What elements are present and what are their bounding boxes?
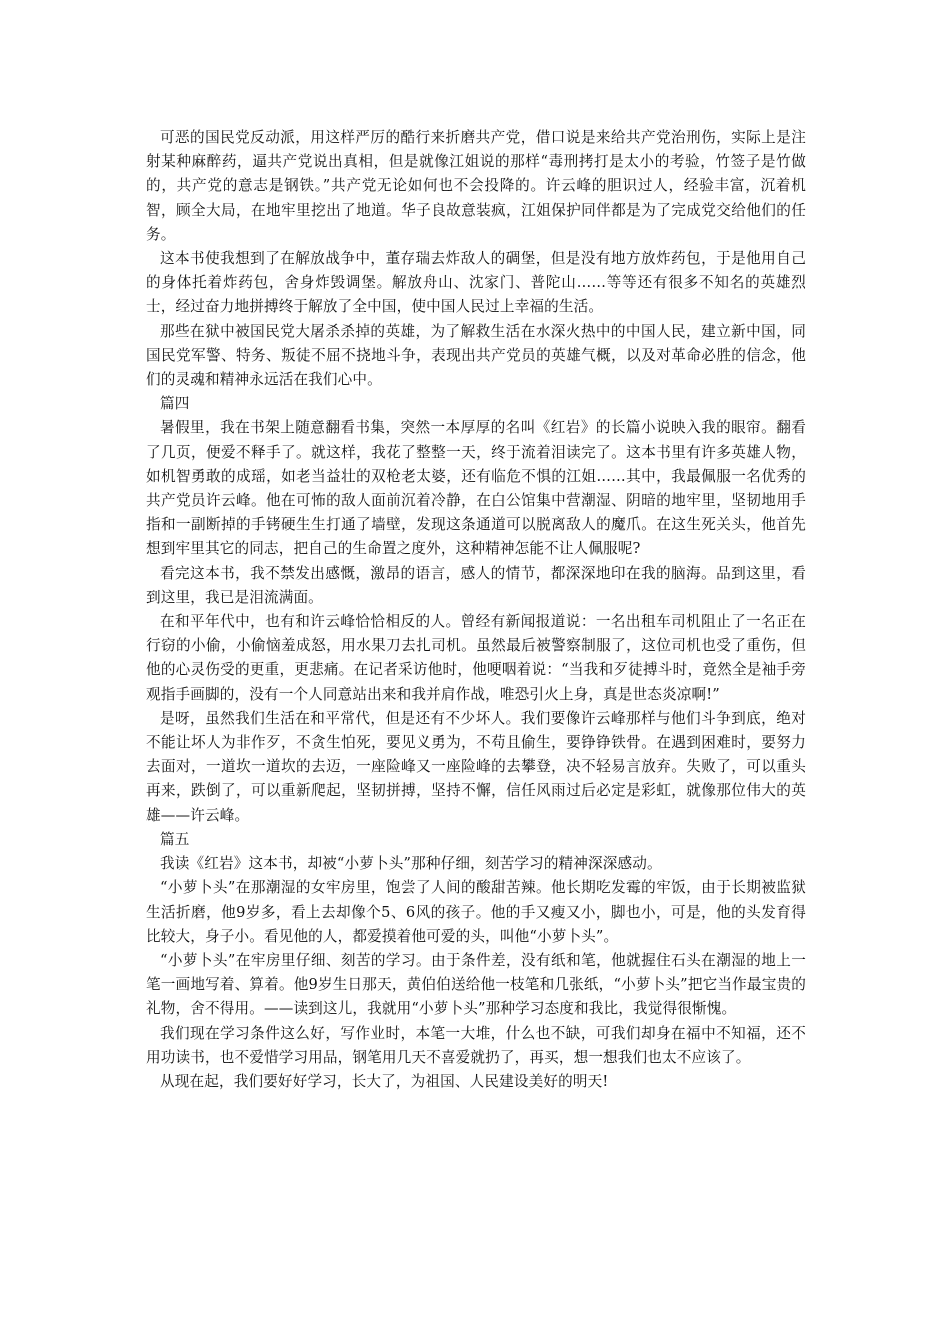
section-heading-5: 篇五 [160, 830, 190, 848]
paragraph-1: 可恶的国民党反动派，用这样严厉的酷行来折磨共产党，借口说是来给共产党治刑伤，实际上是注射某种麻醉药，逼共产党说出真相，但是就像江姐说的那样“毒刑拷打是太小的考验，竹签子是竹做的，共产党的意志是钢铁。”共产党无论如何也不会投降的。许云峰的胆识过人，经验丰富，沉着机智，顾全大局，在地牢里挖出了地道。华子良故意装疯，江姐保护同伴都是为了完成党交给他们的任务。 [146, 129, 806, 243]
paragraph-2: 这本书使我想到了在解放战争中，董存瑞去炸敌人的碉堡，但是没有地方放炸药包，于是他用自己的身体托着炸药包，舍身炸毁调堡。解放舟山、沈家门、普陀山……等等还有很多不知名的英雄烈士，经过奋力地拼搏终于解放了全中国，使中国人民过上幸福的生活。 [146, 250, 806, 316]
section-heading-4: 篇四 [160, 395, 190, 413]
paragraph-8: 我读《红岩》这本书，却被“小萝卜头”那种仔细，刻苦学习的精神深深感动。 [160, 855, 662, 873]
paragraph-6: 在和平年代中，也有和许云峰恰恰相反的人。曾经有新闻报道说：一名出租车司机阻止了一名正在行窃的小偷，小偷恼羞成怒，用水果刀去扎司机。虽然最后被警察制服了，这位司机也受了重伤，但他的心灵伤受的更重，更悲痛。在记者采访他时，他哽咽着说：“当我和歹徒搏斗时，竟然全是袖手旁观指手画脚的，没有一个人同意站出来和我并肩作战，唯恐引火上身，真是世态炎凉啊!” [146, 613, 806, 703]
paragraph-5: 看完这本书，我不禁发出感慨，激昂的语言，感人的情节，都深深地印在我的脑海。品到这里，看到这里，我已是泪流满面。 [146, 564, 806, 606]
paragraph-10: “小萝卜头”在牢房里仔细、刻苦的学习。由于条件差，没有纸和笔，他就握住石头在潮湿的地上一笔一画地写着、算着。他9岁生日那天，黄伯伯送给他一枝笔和几张纸，“小萝卜头”把它当作最宝贵的礼物，舍不得用。——读到这儿，我就用“小萝卜头”那种学习态度和我比，我觉得很惭愧。 [146, 951, 806, 1018]
paragraph-9: “小萝卜头”在那潮湿的女牢房里，饱尝了人间的酸甜苦辣。他长期吃发霉的牢饭，由于长期被监狱生活折磨，他9岁多，看上去却像个5、6风的孩子。他的手又瘦又小，脚也小，可是，他的头发育得比较大，身子小。看见他的人，都爱摸着他可爱的头，叫他“小萝卜头”。 [146, 879, 806, 945]
paragraph-12: 从现在起，我们要好好学习，长大了，为祖国、人民建设美好的明天! [160, 1072, 609, 1090]
paragraph-4: 暑假里，我在书架上随意翻看书集，突然一本厚厚的名叫《红岩》的长篇小说映入我的眼帘。翻看了几页，便爱不释手了。就这样，我花了整整一天，终于流着泪读完了。这本书里有许多英雄人物，如机智勇敢的成瑶，如老当益壮的双枪老太婆，还有临危不惧的江姐……其中，我最佩服一名优秀的共产党员许云峰。他在可怖的敌人面前沉着冷静，在白公馆集中营潮湿、阴暗的地牢里，坚韧地用手指和一副断掉的手铐硬生生打通了墙壁，发现这条通道可以脱离敌人的魔爪。在这生死关头，他首先想到牢里其它的同志，把自己的生命置之度外，这种精神怎能不让人佩服呢? [146, 419, 806, 558]
paragraph-7: 是呀，虽然我们生活在和平常代，但是还有不少坏人。我们要像许云峰那样与他们斗争到底，绝对不能让坏人为非作歹，不贪生怕死，要见义勇为，不苟且偷生，要铮铮铁骨。在遇到困难时，要努力去面对，一道坎一道坎的去迈，一座险峰又一座险峰的去攀登，决不轻易言放弃。失败了，可以重头再来，跌倒了，可以重新爬起，坚韧拼搏，坚持不懈，信任风雨过后必定是彩虹，就像那位伟大的英雄——许云峰。 [146, 709, 806, 824]
document-body [146, 126, 806, 1094]
paragraph-3: 那些在狱中被国民党大屠杀杀掉的英雄，为了解救生活在水深火热中的中国人民，建立新中国，同国民党军警、特务、叛徒不屈不挠地斗争，表现出共产党员的英雄气概，以及对革命必胜的信念，他们的灵魂和精神永远活在我们心中。 [146, 322, 806, 389]
paragraph-11: 我们现在学习条件这么好，写作业时，本笔一大堆，什么也不缺，可我们却身在福中不知福，还不用功读书，也不爱惜学习用品，钢笔用几天不喜爱就扔了，再买，想一想我们也太不应该了。 [146, 1024, 806, 1066]
